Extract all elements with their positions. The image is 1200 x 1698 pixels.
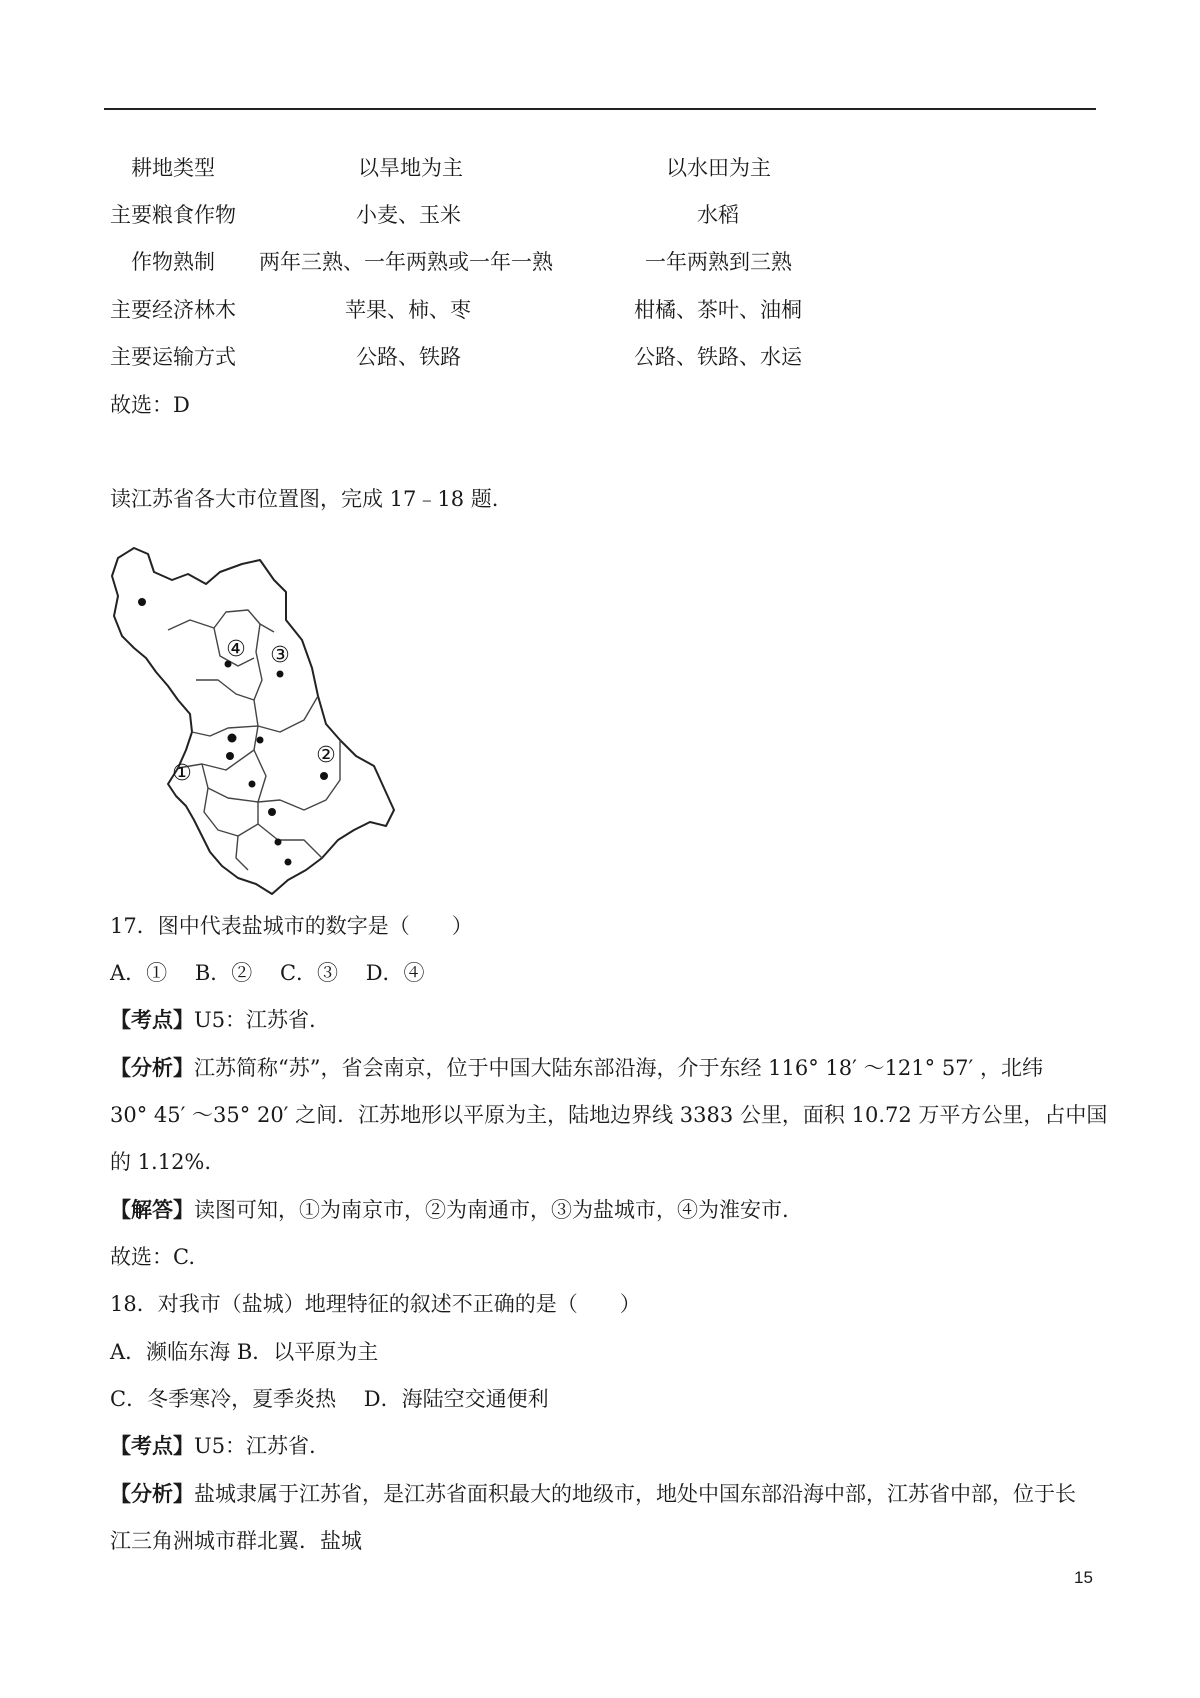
kaodian-tag: 【考点】 [110, 1007, 194, 1032]
fenxi-tag: 【分析】 [110, 1055, 194, 1080]
q18-kaodian [110, 1430, 316, 1462]
map-label-4: ④ [226, 637, 246, 662]
jieda-text: 读图可知，①为南京市，②为南通市，③为盐城市，④为淮安市. [194, 1198, 789, 1222]
q17-kaodian [110, 1004, 316, 1036]
table-row [0, 246, 1200, 278]
map-label-1: ① [172, 761, 192, 786]
answer-16: 故选：D [110, 393, 190, 417]
north-value: 公路、铁路 [356, 345, 461, 369]
fenxi-tag: 【分析】 [110, 1481, 194, 1506]
south-value: 柑橘、茶叶、油桐 [634, 298, 802, 322]
jieda-tag: 【解答】 [110, 1197, 194, 1222]
map-label-3: ③ [270, 643, 290, 668]
table-row [0, 152, 1200, 184]
kaodian-tag: 【考点】 [110, 1433, 194, 1458]
page-number: 15 [1074, 1568, 1093, 1587]
fenxi-text: 江苏简称“苏”，省会南京，位于中国大陆东部沿海，介于东经 116° 18′ ～121° 57′ ，北纬 [194, 1056, 1043, 1080]
map-label-2: ② [316, 743, 336, 768]
kaodian-text: U5：江苏省. [194, 1434, 316, 1458]
q17-options: A．① B．② C．③ D．④ [110, 961, 425, 985]
row-label: 主要运输方式 [110, 345, 236, 369]
header-rule [104, 108, 1096, 110]
jiangsu-map [108, 540, 398, 900]
q18-question: 18．对我市（盐城）地理特征的叙述不正确的是（ ） [110, 1292, 641, 1316]
q18-options-1: A．濒临东海 B．以平原为主 [110, 1340, 379, 1364]
q18-options-2: C．冬季寒冷，夏季炎热 D．海陆空交通便利 [110, 1387, 549, 1411]
q17-answer: 故选：C. [110, 1245, 195, 1269]
row-label: 主要经济林木 [110, 298, 236, 322]
row-label: 耕地类型 [131, 156, 215, 180]
table-row [0, 199, 1200, 231]
province-outline [112, 548, 394, 894]
section-intro: 读江苏省各大市位置图，完成 17﹣18 题. [110, 487, 499, 511]
south-value: 水稻 [697, 203, 739, 227]
q17-fenxi [110, 1052, 1043, 1084]
row-label: 作物熟制 [131, 250, 215, 274]
south-value: 以水田为主 [666, 156, 771, 180]
q17-fenxi-line3: 的 1.12%. [110, 1150, 212, 1174]
north-value: 苹果、柿、枣 [345, 298, 471, 322]
north-value: 小麦、玉米 [356, 203, 461, 227]
south-value: 一年两熟到三熟 [645, 250, 792, 274]
q17-fenxi-line2: 30° 45′ ～35° 20′ 之间．江苏地形以平原为主，陆地边界线 3383 公里，面积 10.72 万平方公里，占中国 [110, 1103, 1108, 1127]
north-value: 两年三熟、一年两熟或一年一熟 [259, 250, 553, 274]
q17-question: 17．图中代表盐城市的数字是（ ） [110, 914, 473, 938]
south-value: 公路、铁路、水运 [634, 345, 802, 369]
fenxi-text: 盐城隶属于江苏省，是江苏省面积最大的地级市，地处中国东部沿海中部，江苏省中部，位于长 [194, 1482, 1076, 1506]
north-value: 以旱地为主 [358, 156, 463, 180]
row-label: 主要粮食作物 [110, 203, 236, 227]
kaodian-text: U5：江苏省. [194, 1008, 316, 1032]
q18-fenxi-line2: 江三角洲城市群北翼．盐城 [110, 1529, 362, 1553]
table-row [0, 341, 1200, 373]
table-row [0, 294, 1200, 326]
q17-jieda [110, 1194, 789, 1226]
q18-fenxi [110, 1478, 1076, 1510]
